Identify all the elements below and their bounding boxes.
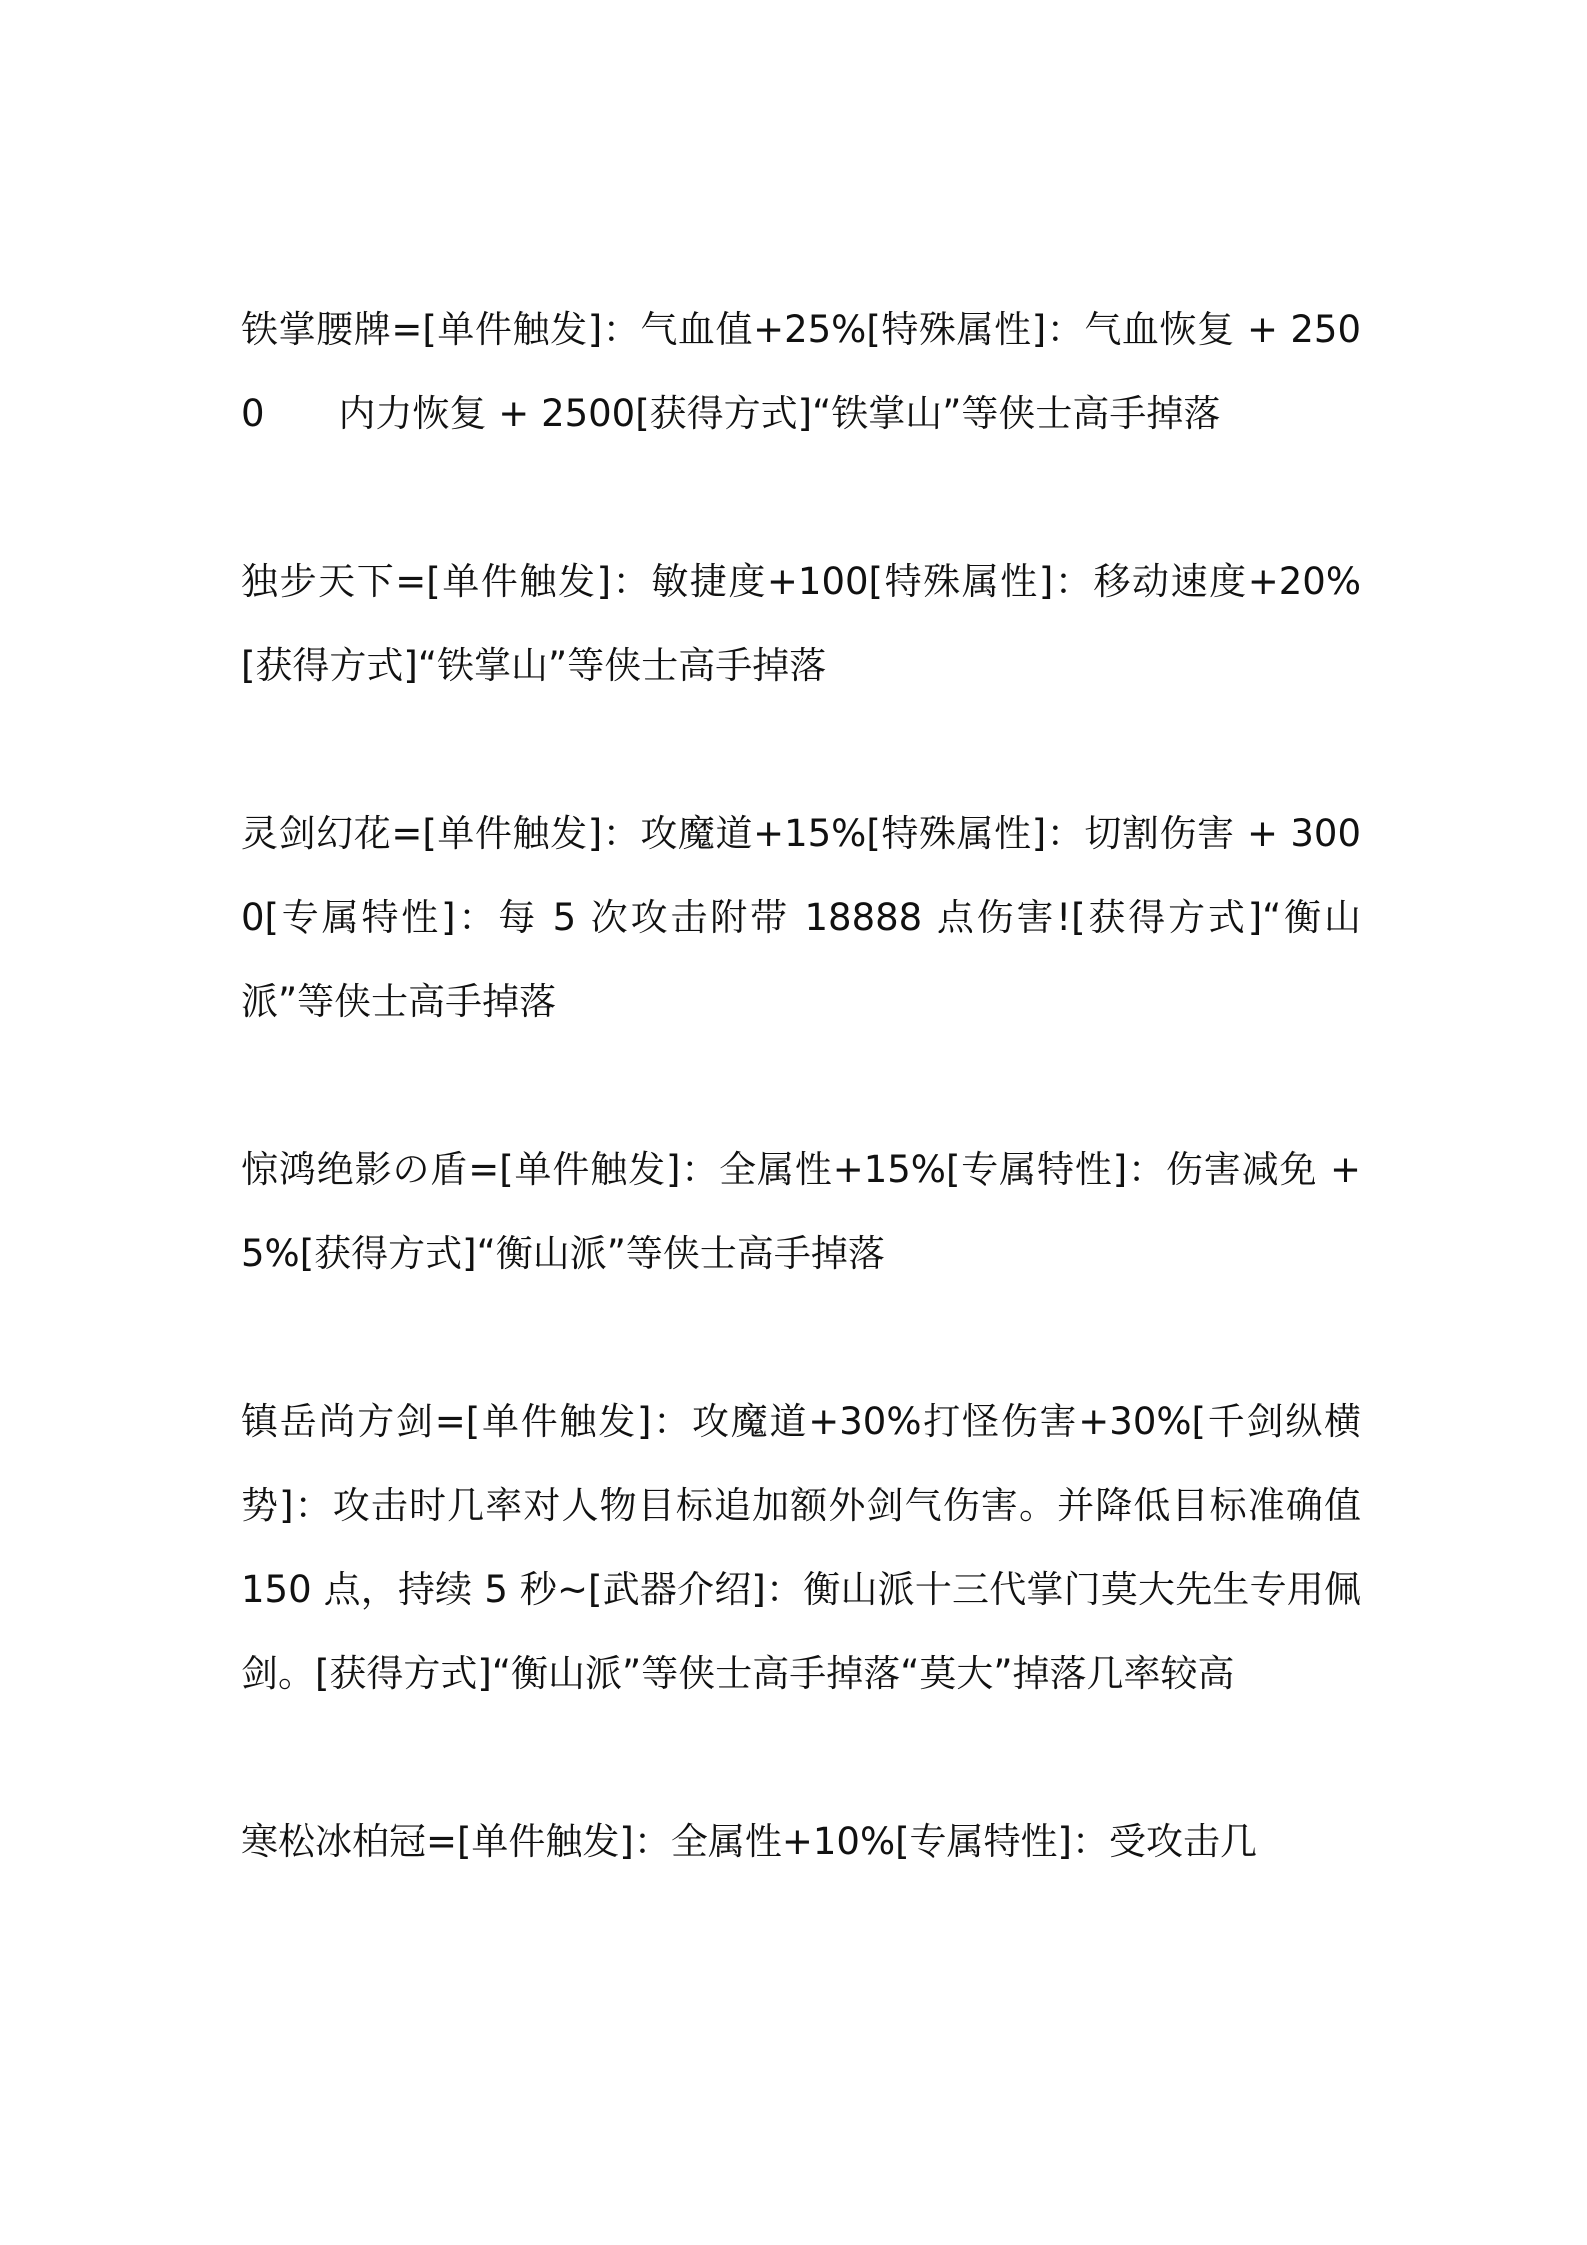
item-hansong-bingbai-guan: 寒松冰柏冠=[单件触发]：全属性+10%[专属特性]：受攻击几: [241, 1820, 1257, 1863]
document-body: [241, 288, 1361, 1884]
item-jinghong-jueying-dun: 惊鸿绝影の盾=[单件触发]：全属性+15%[专属特性]：伤害减免 + 5%[获得方式]“衡山派”等侠士高手掉落: [241, 1148, 1361, 1275]
item-zhenyue-shangfang-jian: 镇岳尚方剑=[单件触发]：攻魔道+30%打怪伤害+30%[千剑纵横势]：攻击时几率对人物目标追加额外剑气伤害。并降低目标准确值 150 点，持续 5 秒~[武器介绍]：衡山派十三代掌门莫大先生专用佩剑。[获得方式]“衡山派”等侠士高手掉落“莫大”掉落几率较高: [241, 1400, 1361, 1695]
item-lingjian-huanhua: 灵剑幻花=[单件触发]：攻魔道+15%[特殊属性]：切割伤害 + 3000[专属特性]：每 5 次攻击附带 18888 点伤害![获得方式]“衡山派”等侠士高手掉落: [241, 812, 1361, 1023]
item-dubu-tianxia: 独步天下=[单件触发]：敏捷度+100[特殊属性]：移动速度+20%[获得方式]“铁掌山”等侠士高手掉落: [241, 560, 1361, 687]
item-tiezhang-yaopai: 铁掌腰牌=[单件触发]：气血值+25%[特殊属性]：气血恢复 + 2500 内力恢复 + 2500[获得方式]“铁掌山”等侠士高手掉落: [241, 308, 1361, 435]
